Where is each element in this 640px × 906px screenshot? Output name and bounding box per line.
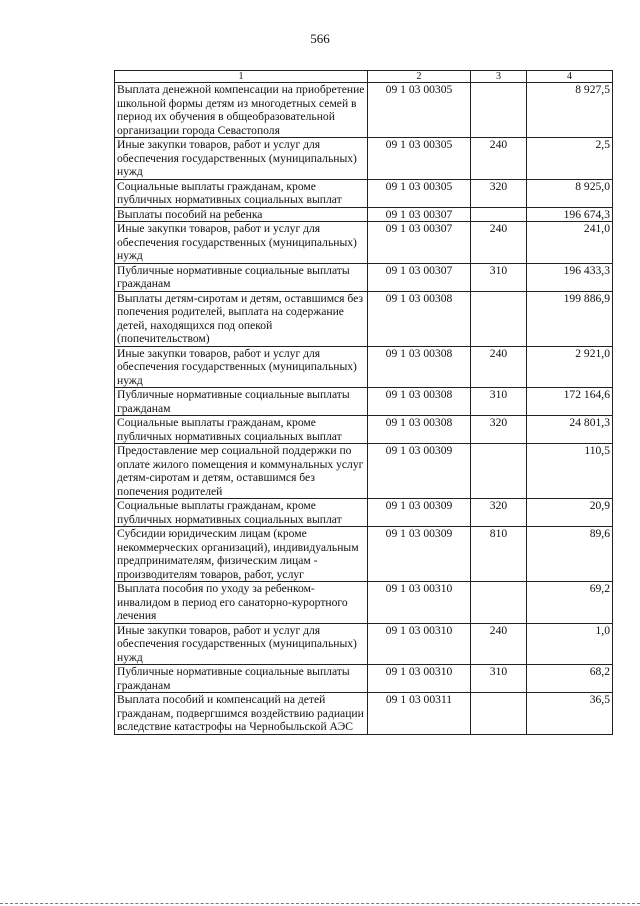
- cell-sum: 69,2: [527, 582, 613, 624]
- cell-code: 09 1 03 00307: [368, 207, 471, 222]
- cell-type: 310: [471, 263, 527, 291]
- page-number: 566: [310, 31, 330, 46]
- cell-name: Выплаты пособий на ребенка: [115, 207, 368, 222]
- cell-type: 310: [471, 388, 527, 416]
- cell-type: 240: [471, 138, 527, 180]
- cell-name: Иные закупки товаров, работ и услуг для обеспечения государственных (муниципальных) нужд: [115, 346, 368, 388]
- cell-code: 09 1 03 00310: [368, 623, 471, 665]
- table-row: [115, 499, 613, 527]
- cell-sum: 1,0: [527, 623, 613, 665]
- cell-sum: 8 927,5: [527, 83, 613, 138]
- table-row: [115, 222, 613, 264]
- cell-sum: 241,0: [527, 222, 613, 264]
- cell-code: 09 1 03 00311: [368, 693, 471, 735]
- cell-type: 240: [471, 222, 527, 264]
- cell-name: Предоставление мер социальной поддержки по оплате жилого помещения и коммунальных услуг детям-сиротам и детям, оставшимся без попечения родителей: [115, 444, 368, 499]
- cell-code: 09 1 03 00308: [368, 346, 471, 388]
- cell-sum: 36,5: [527, 693, 613, 735]
- cell-type: [471, 207, 527, 222]
- cell-name: Публичные нормативные социальные выплаты гражданам: [115, 388, 368, 416]
- cell-sum: 172 164,6: [527, 388, 613, 416]
- cell-type: [471, 693, 527, 735]
- cell-name: Выплата пособия по уходу за ребенком-инвалидом в период его санаторно-курортного лечения: [115, 582, 368, 624]
- cell-sum: 89,6: [527, 527, 613, 582]
- cell-name: Иные закупки товаров, работ и услуг для обеспечения государственных (муниципальных) нужд: [115, 623, 368, 665]
- cell-sum: 20,9: [527, 499, 613, 527]
- cell-type: 320: [471, 179, 527, 207]
- header-col-type: 3: [471, 71, 527, 83]
- cell-code: 09 1 03 00310: [368, 582, 471, 624]
- cell-name: Иные закупки товаров, работ и услуг для обеспечения государственных (муниципальных) нужд: [115, 138, 368, 180]
- cell-type: 310: [471, 665, 527, 693]
- table-row: [115, 291, 613, 346]
- cell-sum: 196 433,3: [527, 263, 613, 291]
- table-row: [115, 83, 613, 138]
- cell-type: [471, 291, 527, 346]
- cell-code: 09 1 03 00305: [368, 138, 471, 180]
- table-row: [115, 388, 613, 416]
- cell-type: [471, 444, 527, 499]
- table-row: [115, 179, 613, 207]
- header-col-name: 1: [115, 71, 368, 83]
- header-col-code: 2: [368, 71, 471, 83]
- cell-sum: 24 801,3: [527, 416, 613, 444]
- cell-sum: 2 921,0: [527, 346, 613, 388]
- table-row: [115, 263, 613, 291]
- cell-code: 09 1 03 00307: [368, 263, 471, 291]
- cell-name: Публичные нормативные социальные выплаты гражданам: [115, 263, 368, 291]
- table-header-row: [115, 71, 613, 83]
- table-row: [115, 665, 613, 693]
- cell-code: 09 1 03 00305: [368, 179, 471, 207]
- table-row: [115, 416, 613, 444]
- cell-code: 09 1 03 00308: [368, 388, 471, 416]
- cell-sum: 2,5: [527, 138, 613, 180]
- cell-type: 240: [471, 623, 527, 665]
- cell-sum: 8 925,0: [527, 179, 613, 207]
- table-row: [115, 582, 613, 624]
- cell-name: Публичные нормативные социальные выплаты гражданам: [115, 665, 368, 693]
- budget-table: [114, 70, 613, 735]
- table-row: [115, 693, 613, 735]
- table-row: [115, 138, 613, 180]
- table-body: [115, 83, 613, 735]
- cell-type: 320: [471, 416, 527, 444]
- cell-name: Субсидии юридическим лицам (кроме некоммерческих организаций), индивидуальным предпринимателям, физическим лицам - производителям товаров, работ, услуг: [115, 527, 368, 582]
- table-row: [115, 623, 613, 665]
- cell-sum: 199 886,9: [527, 291, 613, 346]
- cell-name: Социальные выплаты гражданам, кроме публичных нормативных социальных выплат: [115, 416, 368, 444]
- table-row: [115, 346, 613, 388]
- cell-type: [471, 83, 527, 138]
- bottom-scan-edge: [0, 903, 640, 904]
- cell-name: Выплата пособий и компенсаций на детей гражданам, подвергшимся воздействию радиации вследствие катастрофы на Чернобыльской АЭС: [115, 693, 368, 735]
- cell-code: 09 1 03 00309: [368, 444, 471, 499]
- cell-type: [471, 582, 527, 624]
- cell-code: 09 1 03 00308: [368, 291, 471, 346]
- cell-code: 09 1 03 00309: [368, 499, 471, 527]
- cell-name: Выплата денежной компенсации на приобретение школьной формы детям из многодетных семей в период их обучения в общеобразовательной организации города Севастополя: [115, 83, 368, 138]
- header-col-sum: 4: [527, 71, 613, 83]
- cell-name: Социальные выплаты гражданам, кроме публичных нормативных социальных выплат: [115, 179, 368, 207]
- cell-code: 09 1 03 00310: [368, 665, 471, 693]
- cell-type: 240: [471, 346, 527, 388]
- cell-name: Выплаты детям-сиротам и детям, оставшимся без попечения родителей, выплата на содержание детей, находящихся под опекой (попечительством): [115, 291, 368, 346]
- cell-code: 09 1 03 00307: [368, 222, 471, 264]
- cell-name: Социальные выплаты гражданам, кроме публичных нормативных социальных выплат: [115, 499, 368, 527]
- table-row: [115, 527, 613, 582]
- cell-sum: 110,5: [527, 444, 613, 499]
- table-row: [115, 207, 613, 222]
- cell-type: 320: [471, 499, 527, 527]
- cell-name: Иные закупки товаров, работ и услуг для обеспечения государственных (муниципальных) нужд: [115, 222, 368, 264]
- cell-sum: 68,2: [527, 665, 613, 693]
- cell-code: 09 1 03 00305: [368, 83, 471, 138]
- cell-type: 810: [471, 527, 527, 582]
- cell-sum: 196 674,3: [527, 207, 613, 222]
- cell-code: 09 1 03 00309: [368, 527, 471, 582]
- cell-code: 09 1 03 00308: [368, 416, 471, 444]
- table-row: [115, 444, 613, 499]
